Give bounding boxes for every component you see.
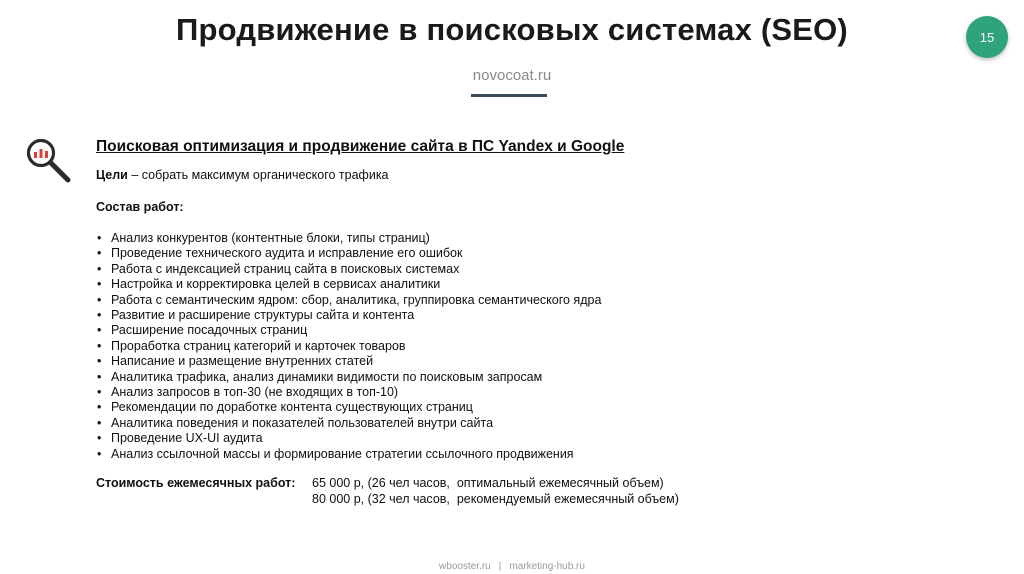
goal-label: Цели xyxy=(96,168,128,182)
cost-line-recommended: 80 000 р, (32 чел часов, рекомендуемый ежемесячный объем) xyxy=(312,491,679,506)
footer xyxy=(0,561,1024,572)
cost-block xyxy=(96,476,976,507)
list-item: • Работа с индексацией страниц сайта в поисковых системах xyxy=(96,262,976,277)
cost-line-optimal: 65 000 р, (26 чел часов, оптимальный ежемесячный объем) xyxy=(312,476,664,491)
list-item: • Рекомендации по доработке контента существующих страниц xyxy=(96,400,976,415)
content-block xyxy=(96,138,976,507)
list-item: • Расширение посадочных страниц xyxy=(96,323,976,338)
list-item: • Развитие и расширение структуры сайта и контента xyxy=(96,308,976,323)
list-item: • Проведение технического аудита и исправление его ошибок xyxy=(96,246,976,261)
list-item: • Написание и размещение внутренних статей xyxy=(96,354,976,369)
footer-link-wbooster[interactable]: wbooster.ru xyxy=(439,561,491,572)
list-item: • Аналитика трафика, анализ динамики видимости по поисковым запросам xyxy=(96,370,976,385)
list-item: • Проработка страниц категорий и карточек товаров xyxy=(96,339,976,354)
footer-separator: | xyxy=(498,561,502,572)
goal-line xyxy=(96,168,976,182)
list-item: • Аналитика поведения и показателей пользователей внутри сайта xyxy=(96,416,976,431)
section-heading: Поисковая оптимизация и продвижение сайта в ПС Yandex и Google xyxy=(96,138,625,155)
page-number-badge: 15 xyxy=(966,16,1008,58)
list-item: • Проведение UX-UI аудита xyxy=(96,431,976,446)
footer-link-marketing-hub[interactable]: marketing-hub.ru xyxy=(509,561,585,572)
goal-text: – собрать максимум органического трафика xyxy=(127,168,389,182)
cost-lines xyxy=(312,476,679,507)
search-analytics-icon xyxy=(24,136,74,186)
page-title: Продвижение в поисковых системах (SEO) xyxy=(176,12,848,47)
header-divider xyxy=(471,94,547,97)
cost-label: Стоимость ежемесячных работ: xyxy=(96,476,296,491)
list-item: • Анализ конкурентов (контентные блоки, типы страниц) xyxy=(96,231,976,246)
works-title: Состав работ: xyxy=(96,200,184,214)
site-name: novocoat.ru xyxy=(472,67,552,84)
list-item: • Анализ запросов в топ-30 (не входящих в топ-10) xyxy=(96,385,976,400)
list-item: • Анализ ссылочной массы и формирование стратегии ссылочного продвижения xyxy=(96,447,976,462)
list-item: • Работа с семантическим ядром: сбор, аналитика, группировка семантического ядра xyxy=(96,293,976,308)
works-list xyxy=(96,231,976,462)
list-item: • Настройка и корректировка целей в сервисах аналитики xyxy=(96,277,976,292)
